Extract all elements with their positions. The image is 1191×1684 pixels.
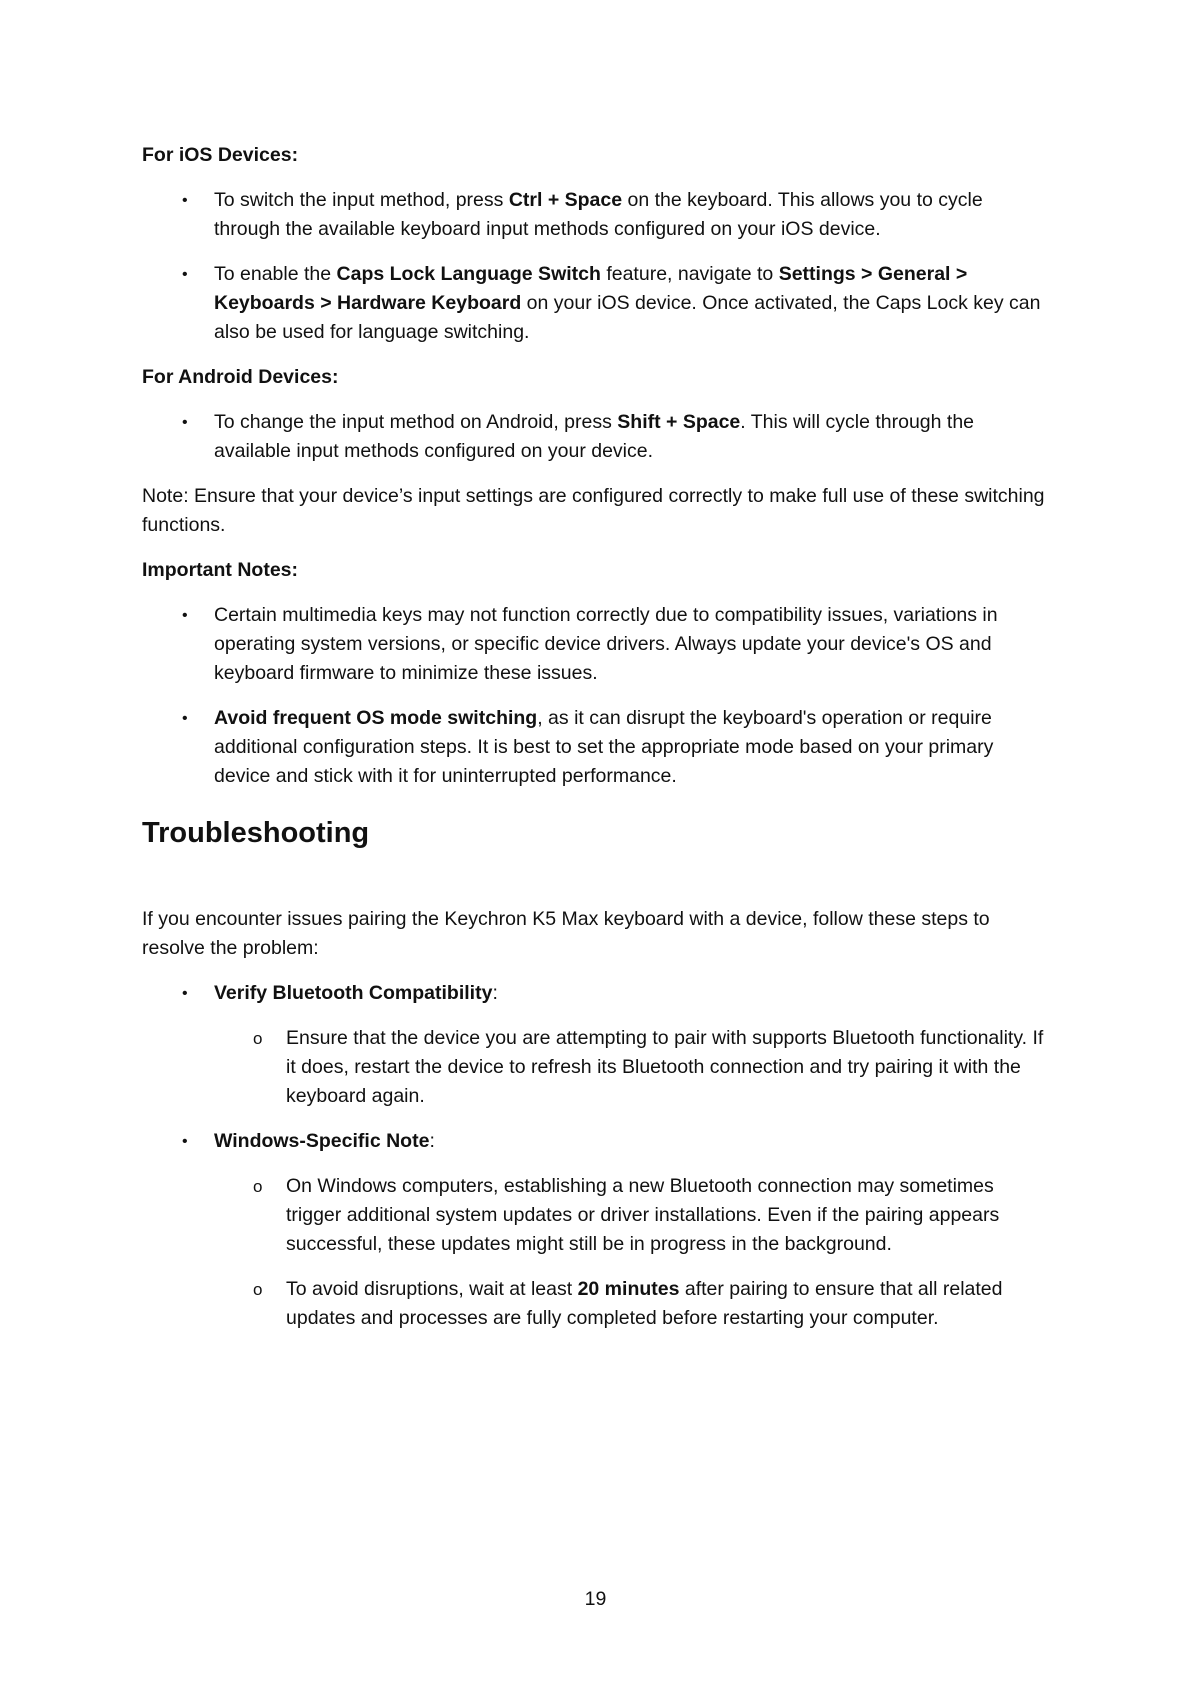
- key-combo: Shift + Space: [617, 411, 741, 433]
- text: Ensure that the device you are attempting to pair with supports Bluetooth functionality. If it does, restart the device to refresh its Bluetooth connection and try pairing it with the keyboard again.: [286, 1027, 1044, 1107]
- text: Certain multimedia keys may not function correctly due to compatibility issues, variations in operating system versions, or specific device drivers. Always update your device's OS and keyboard firmware to minimize these issues.: [214, 604, 998, 684]
- sub-list-item: [214, 1172, 1052, 1259]
- bullet-icon: •: [182, 985, 188, 1002]
- circle-bullet-icon: o: [253, 1280, 263, 1299]
- list-item: [142, 408, 1052, 466]
- bullet-icon: •: [182, 414, 188, 431]
- sub-list: [214, 1024, 1052, 1111]
- troubleshooting-list: [142, 979, 1052, 1333]
- key-combo: Ctrl + Space: [508, 189, 623, 211]
- android-list: [142, 408, 1052, 466]
- text: on your iOS device. Once activated, the Caps Lock key can also be used for language switching.: [214, 292, 1041, 343]
- page-number: 19: [584, 1588, 607, 1610]
- list-item: [142, 186, 1052, 244]
- text: :: [429, 1130, 435, 1152]
- bullet-icon: •: [182, 1133, 188, 1150]
- warning-emphasis: Avoid frequent OS mode switching: [214, 707, 538, 729]
- feature-name: Caps Lock Language Switch: [336, 263, 601, 285]
- sub-list-item: [214, 1275, 1052, 1333]
- text: To avoid disruptions, wait at least: [286, 1278, 578, 1300]
- ios-section-label: For iOS Devices:: [142, 144, 299, 166]
- text: feature, navigate to: [600, 263, 779, 285]
- list-item: [142, 601, 1052, 688]
- settings-path: Settings > General > Keyboards > Hardware Keyboard: [214, 263, 968, 314]
- text: To change the input method on Android, press: [214, 411, 618, 433]
- step-title: Windows-Specific Note: [214, 1130, 430, 1152]
- circle-bullet-icon: o: [253, 1029, 263, 1048]
- list-item: [142, 1127, 1052, 1333]
- bullet-icon: •: [182, 607, 188, 624]
- step-title: Verify Bluetooth Compatibility: [214, 982, 493, 1004]
- text: :: [492, 982, 498, 1004]
- ios-list: [142, 186, 1052, 347]
- circle-bullet-icon: o: [253, 1177, 263, 1196]
- text: , as it can disrupt the keyboard's operation or require additional configuration steps. It is best to set the appropriate mode based on your primary device and stick with it for uninterrupted performance.: [214, 707, 994, 787]
- android-section-label: For Android Devices:: [142, 366, 339, 388]
- list-item: [142, 260, 1052, 347]
- troubleshooting-intro: If you encounter issues pairing the Keychron K5 Max keyboard with a device, follow these steps to resolve the problem:: [142, 908, 990, 959]
- list-item: [142, 704, 1052, 791]
- text: To switch the input method, press: [214, 189, 509, 211]
- note-paragraph: Note: Ensure that your device’s input settings are configured correctly to make full use of these switching functions.: [142, 485, 1045, 536]
- important-notes-label: Important Notes:: [142, 559, 298, 581]
- bullet-icon: •: [182, 710, 188, 727]
- list-item: [142, 979, 1052, 1111]
- important-list: [142, 601, 1052, 791]
- bullet-icon: •: [182, 192, 188, 209]
- troubleshooting-heading: Troubleshooting: [142, 817, 370, 849]
- text: . This will cycle through the available input methods configured on your device.: [214, 411, 975, 462]
- document-page: [142, 141, 1052, 1349]
- text: on the keyboard. This allows you to cycle through the available keyboard input methods configured on your iOS device.: [214, 189, 983, 240]
- bullet-icon: •: [182, 266, 188, 283]
- sub-list: [214, 1172, 1052, 1333]
- duration-emphasis: 20 minutes: [577, 1278, 680, 1300]
- text: To enable the: [214, 263, 337, 285]
- text: On Windows computers, establishing a new Bluetooth connection may sometimes trigger additional system updates or driver installations. Even if the pairing appears successful, these updates might still be in progress in the background.: [286, 1175, 1000, 1255]
- text: after pairing to ensure that all related updates and processes are fully completed before restarting your computer.: [286, 1278, 1003, 1329]
- sub-list-item: [214, 1024, 1052, 1111]
